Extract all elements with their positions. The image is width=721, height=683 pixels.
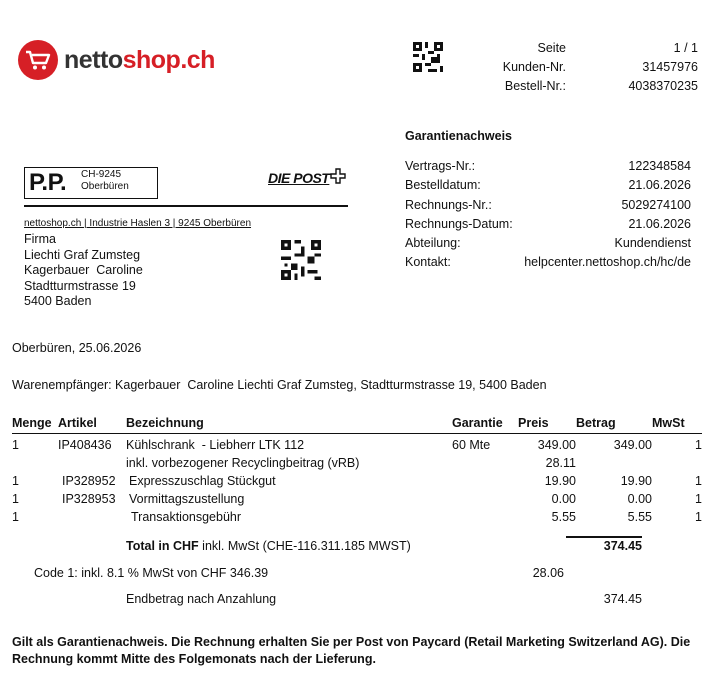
cell-bezeichnung: Kühlschrank - Liebherr LTK 112 xyxy=(126,438,305,452)
department-value: Kundendienst xyxy=(614,236,691,251)
invoice-no-row xyxy=(405,196,691,215)
meta-customer-no-value: 31457976 xyxy=(642,60,698,74)
cell-garantie: 60 Mte xyxy=(452,438,491,452)
col-bezeichnung: Bezeichnung xyxy=(126,414,452,434)
col-menge: Menge xyxy=(12,414,58,434)
meta-order-no-label: Bestell-Nr.: xyxy=(504,79,566,93)
brand-logo xyxy=(18,40,215,80)
guarantee-title: Garantienachweis xyxy=(405,129,512,143)
recipient-line-1: Firma xyxy=(24,232,56,246)
recipient-line-3: Kagerbauer Caroline xyxy=(24,263,143,277)
cell-garantie xyxy=(452,454,518,472)
brand-part2: shop.ch xyxy=(122,45,215,74)
cart-icon xyxy=(18,40,58,80)
swiss-cross-icon xyxy=(330,168,346,188)
meta-customer-no-label: Kunden-Nr. xyxy=(502,60,566,74)
meta-customer-no xyxy=(470,60,698,79)
table-row xyxy=(12,472,702,490)
contract-no-value: 122348584 xyxy=(628,159,691,173)
pp-mark: P.P. xyxy=(29,169,67,196)
invoice-table xyxy=(12,414,702,526)
meta-page-value: 1 / 1 xyxy=(673,41,698,55)
recipient-line-4: Stadtturmstrasse 19 xyxy=(24,278,136,293)
cell-garantie xyxy=(452,490,518,508)
header-meta xyxy=(470,41,698,98)
cell-mwst: 1 xyxy=(695,438,702,452)
col-preis: Preis xyxy=(518,414,576,434)
table-header-row xyxy=(12,414,702,434)
table-row xyxy=(12,434,702,455)
cell-bezeichnung: Expresszuschlag Stückgut xyxy=(129,474,276,488)
cell-bezeichnung: inkl. vorbezogener Recyclingbeitrag (vRB) xyxy=(126,456,360,470)
contract-no-row xyxy=(405,157,691,176)
cell-preis: 28.11 xyxy=(545,456,576,470)
cell-betrag: 19.90 xyxy=(620,474,652,488)
cell-menge xyxy=(12,454,58,472)
cell-betrag: 5.55 xyxy=(627,510,652,524)
pp-zip: CH-9245 xyxy=(81,169,122,180)
final-amount-value: 374.45 xyxy=(603,592,642,606)
post-logo: DIE POST xyxy=(268,170,330,186)
invoice-no-label: Rechnungs-Nr.: xyxy=(405,197,492,212)
place-date: Oberbüren, 25.06.2026 xyxy=(12,341,142,355)
col-garantie: Garantie xyxy=(452,414,518,434)
recipient-address xyxy=(24,232,143,310)
address-divider xyxy=(24,205,348,207)
cell-preis: 0.00 xyxy=(551,492,576,506)
qr-code-top xyxy=(413,42,443,72)
table-row xyxy=(12,490,702,508)
table-row xyxy=(12,508,702,526)
vat-note: Code 1: inkl. 8.1 % MwSt von CHF 346.39 xyxy=(34,566,269,580)
meta-order-no-value: 4038370235 xyxy=(628,79,698,93)
cell-artikel: IP328952 xyxy=(62,474,116,488)
cell-artikel: IP328953 xyxy=(62,492,116,506)
cell-menge: 1 xyxy=(12,492,19,506)
col-mwst: MwSt xyxy=(652,414,702,434)
brand-name xyxy=(64,46,215,75)
vat-value: 28.06 xyxy=(532,566,564,580)
cell-mwst: 1 xyxy=(695,510,702,524)
postage-box xyxy=(24,167,158,199)
meta-page-label: Seite xyxy=(537,41,566,55)
cell-menge: 1 xyxy=(12,438,19,452)
order-date-label: Bestelldatum: xyxy=(405,178,481,193)
total-rule xyxy=(566,536,642,538)
table-row xyxy=(12,454,702,472)
cell-menge: 1 xyxy=(12,510,19,524)
cell-menge: 1 xyxy=(12,474,19,488)
footer-note: Gilt als Garantienachweis. Die Rechnung erhalten Sie per Post von Paycard (Retail Marketing Switzerland AG). Die Rechnung kommt Mitte des Folgemonats nach der Lieferung. xyxy=(12,635,691,666)
cell-mwst: 1 xyxy=(695,492,702,506)
cell-artikel xyxy=(58,454,126,472)
invoice-no-value: 5029274100 xyxy=(621,197,691,212)
total-value: 374.45 xyxy=(603,539,642,553)
guarantee-details xyxy=(405,157,691,273)
order-date-row xyxy=(405,176,691,195)
contact-label: Kontakt: xyxy=(405,255,451,270)
col-betrag: Betrag xyxy=(576,414,652,434)
meta-page xyxy=(470,41,698,60)
invoice-date-label: Rechnungs-Datum: xyxy=(405,216,513,231)
contact-row xyxy=(405,253,691,272)
consignee-line: Warenempfänger: Kagerbauer Caroline Liechti Graf Zumsteg, Stadtturmstrasse 19, 5400 Baden xyxy=(12,378,547,392)
cell-mwst: 1 xyxy=(695,474,702,488)
invoice-date-value: 21.06.2026 xyxy=(628,216,691,231)
invoice-date-row xyxy=(405,215,691,234)
cell-betrag: 0.00 xyxy=(627,492,652,506)
total-label xyxy=(126,539,411,553)
final-amount-label: Endbetrag nach Anzahlung xyxy=(126,592,277,606)
contact-link[interactable]: helpcenter.nettoshop.ch/hc/de xyxy=(524,255,691,270)
total-label-bold: Total in CHF xyxy=(126,539,199,553)
total-label-rest: inkl. MwSt (CHE-116.311.185 MWST) xyxy=(198,539,411,553)
cell-mwst xyxy=(652,454,702,472)
cell-bezeichnung: Transaktionsgebühr xyxy=(131,510,242,524)
pp-origin xyxy=(81,169,129,193)
cell-preis: 5.55 xyxy=(551,510,576,524)
cell-betrag: 349.00 xyxy=(613,438,652,452)
order-date-value: 21.06.2026 xyxy=(628,178,691,193)
cell-garantie xyxy=(452,472,518,490)
contract-no-label: Vertrags-Nr.: xyxy=(405,159,476,173)
sender-line: nettoshop.ch | Industrie Haslen 3 | 9245 Oberbüren xyxy=(24,218,252,229)
pp-town: Oberbüren xyxy=(81,181,129,192)
qr-code-address xyxy=(281,240,321,280)
cell-garantie xyxy=(452,508,518,526)
brand-part1: netto xyxy=(64,45,123,74)
cell-preis: 349.00 xyxy=(537,438,576,452)
meta-order-no xyxy=(470,79,698,98)
cell-betrag xyxy=(576,454,652,472)
recipient-line-5: 5400 Baden xyxy=(24,294,92,308)
cell-bezeichnung: Vormittagszustellung xyxy=(129,492,245,506)
cell-artikel xyxy=(58,508,126,526)
cell-artikel: IP408436 xyxy=(58,438,112,452)
cell-preis: 19.90 xyxy=(544,474,576,488)
recipient-line-2: Liechti Graf Zumsteg xyxy=(24,247,141,262)
col-artikel: Artikel xyxy=(58,414,126,434)
department-row xyxy=(405,234,691,253)
department-label: Abteilung: xyxy=(405,236,461,251)
